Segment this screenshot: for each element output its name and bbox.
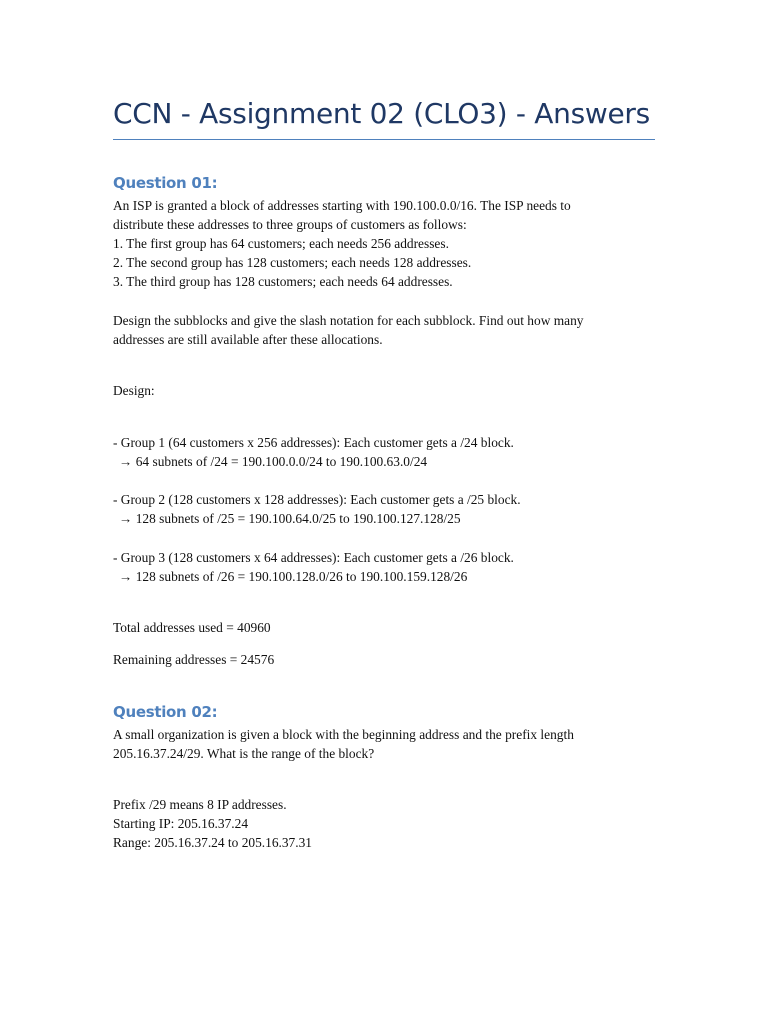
question-02-prompt-line: A small organization is given a block with the beginning address and the prefix length [113,727,574,742]
question-02-prompt-line: 205.16.37.24/29. What is the range of the block? [113,746,375,761]
question-01-heading: Question 01: [113,174,218,192]
group-1-line: - Group 1 (64 customers x 256 addresses): Each customer gets a /24 block. [113,435,514,450]
group-3-line: - Group 3 (128 customers x 64 addresses): Each customer gets a /26 block. [113,550,514,565]
group-3-detail: → 128 subnets of /26 = 190.100.128.0/26 to 190.100.159.128/26 [119,569,468,584]
question-01-task-line: Design the subblocks and give the slash notation for each subblock. Find out how many [113,313,584,328]
title-underline [113,139,655,140]
question-01-task-line: addresses are still available after these allocations. [113,332,383,347]
question-01-prompt-line: distribute these addresses to three groups of customers as follows: [113,217,467,232]
total-addresses-used: Total addresses used = 40960 [113,620,271,635]
question-02-answer-line: Range: 205.16.37.24 to 205.16.37.31 [113,835,312,850]
question-01-prompt-line: 2. The second group has 128 customers; each needs 128 addresses. [113,255,472,270]
design-label: Design: [113,383,155,398]
document-title: CCN - Assignment 02 (CLO3) - Answers [113,97,650,130]
group-2-line: - Group 2 (128 customers x 128 addresses): Each customer gets a /25 block. [113,492,521,507]
question-01-prompt-line: An ISP is granted a block of addresses starting with 190.100.0.0/16. The ISP needs to [113,198,571,213]
group-2-detail: → 128 subnets of /25 = 190.100.64.0/25 to 190.100.127.128/25 [119,511,461,526]
question-02-answer-line: Starting IP: 205.16.37.24 [113,816,249,831]
question-01-prompt-line: 1. The first group has 64 customers; each needs 256 addresses. [113,236,449,251]
question-02-heading: Question 02: [113,703,218,721]
group-1-detail: → 64 subnets of /24 = 190.100.0.0/24 to 190.100.63.0/24 [119,454,428,469]
question-02-answer-line: Prefix /29 means 8 IP addresses. [113,797,287,812]
remaining-addresses: Remaining addresses = 24576 [113,652,275,667]
question-01-prompt-line: 3. The third group has 128 customers; each needs 64 addresses. [113,274,453,289]
